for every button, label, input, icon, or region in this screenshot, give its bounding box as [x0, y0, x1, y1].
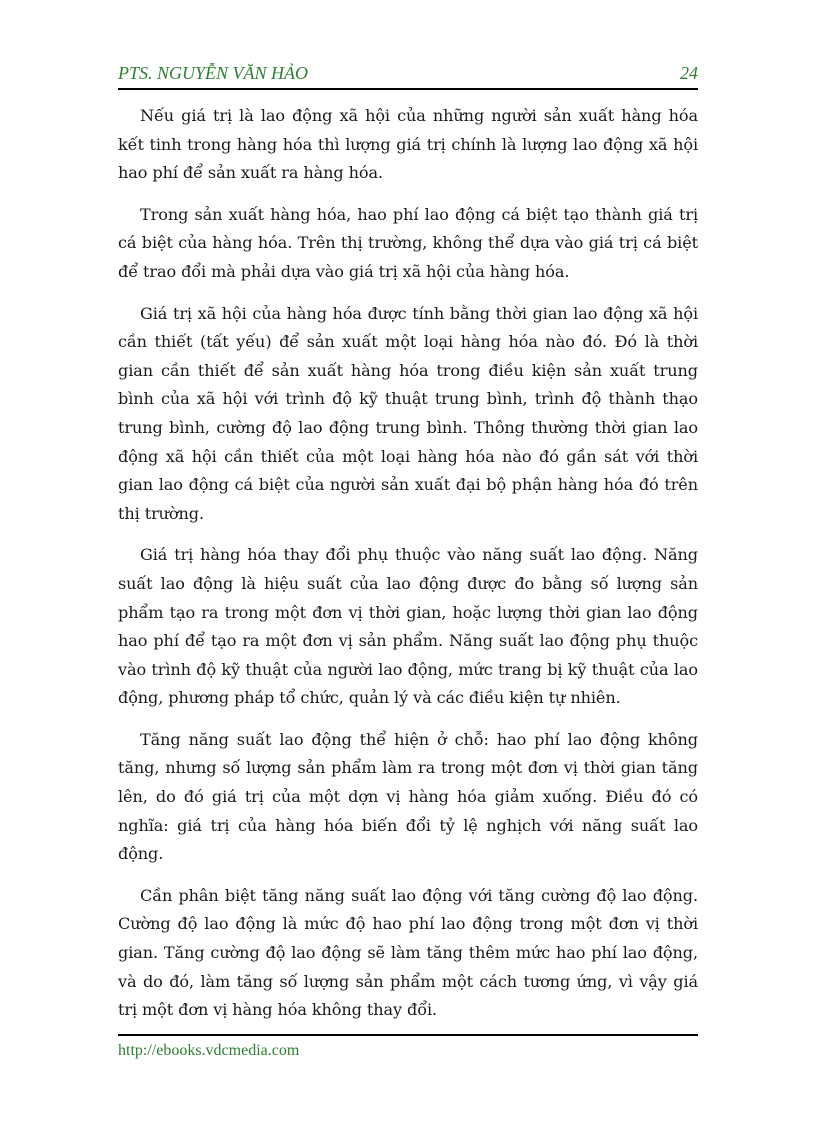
- footer-divider: [118, 1034, 698, 1036]
- footer-url-link[interactable]: http://ebooks.vdcmedia.com: [118, 1042, 300, 1059]
- page-number: 24: [680, 63, 698, 83]
- paragraph: Giá trị xã hội của hàng hóa được tính bằng thời gian lao động xã hội cần thiết (tất yếu) để sản xuất một loại hàng hóa nào đó. Đó là thời gian cần thiết để sản xuất hàng hóa trong điều kiện sản xuất trung bình của xã hội với trình độ kỹ thuật trung bình, trình độ thành thạo trung bình, cường độ lao động trung bình. Thông thường thời gian lao động xã hội cần thiết của một loại hàng hóa nào đó gần sát với thời gian lao động cá biệt của người sản xuất đại bộ phận hàng hóa đó trên thị trường.: [118, 303, 698, 523]
- paragraph: Nếu giá trị là lao động xã hội của những người sản xuất hàng hóa kết tinh trong hàng hóa thì lượng giá trị chính là lượng lao động xã hội hao phí để sản xuất ra hàng hóa.: [118, 106, 698, 183]
- page-header: [118, 60, 698, 90]
- paragraph: Tăng năng suất lao động thể hiện ở chỗ: hao phí lao động không tăng, nhưng số lượng sản phẩm làm ra trong một đơn vị thời gian tăng lên, do đó giá trị của một dợn vị hàng hóa giảm xuống. Điều đó có nghĩa: giá trị của hàng hóa biến đổi tỷ lệ nghịch với năng suất lao động.: [118, 729, 698, 864]
- paragraph: Trong sản xuất hàng hóa, hao phí lao động cá biệt tạo thành giá trị cá biệt của hàng hóa. Trên thị trường, không thể dựa vào giá trị cá biệt để trao đổi mà phải dựa vào giá trị xã hội của hàng hóa.: [118, 204, 698, 281]
- paragraph: Cần phân biệt tăng năng suất lao động với tăng cường độ lao động. Cường độ lao động là mức độ hao phí lao động trong một đơn vị thời gian. Tăng cường độ lao động sẽ làm tăng thêm mức hao phí lao động, và do đó, làm tăng số lượng sản phẩm một cách tương ứng, vì vậy giá trị một đơn vị hàng hóa không thay đổi.: [118, 885, 698, 1020]
- body-text: [118, 102, 698, 1038]
- header-author: PTS. NGUYỄN VĂN HẢO: [118, 63, 309, 83]
- paragraph: Giá trị hàng hóa thay đổi phụ thuộc vào năng suất lao động. Năng suất lao động là hiệu suất của lao động được đo bằng số lượng sản phẩm tạo ra trong một đơn vị thời gian, hoặc lượng thời gian lao động hao phí để tạo ra một đơn vị sản phẩm. Năng suất lao động phụ thuộc vào trình độ kỹ thuật của người lao động, mức trang bị kỹ thuật của lao động, phương pháp tổ chức, quản lý và các điều kiện tự nhiên.: [118, 545, 698, 708]
